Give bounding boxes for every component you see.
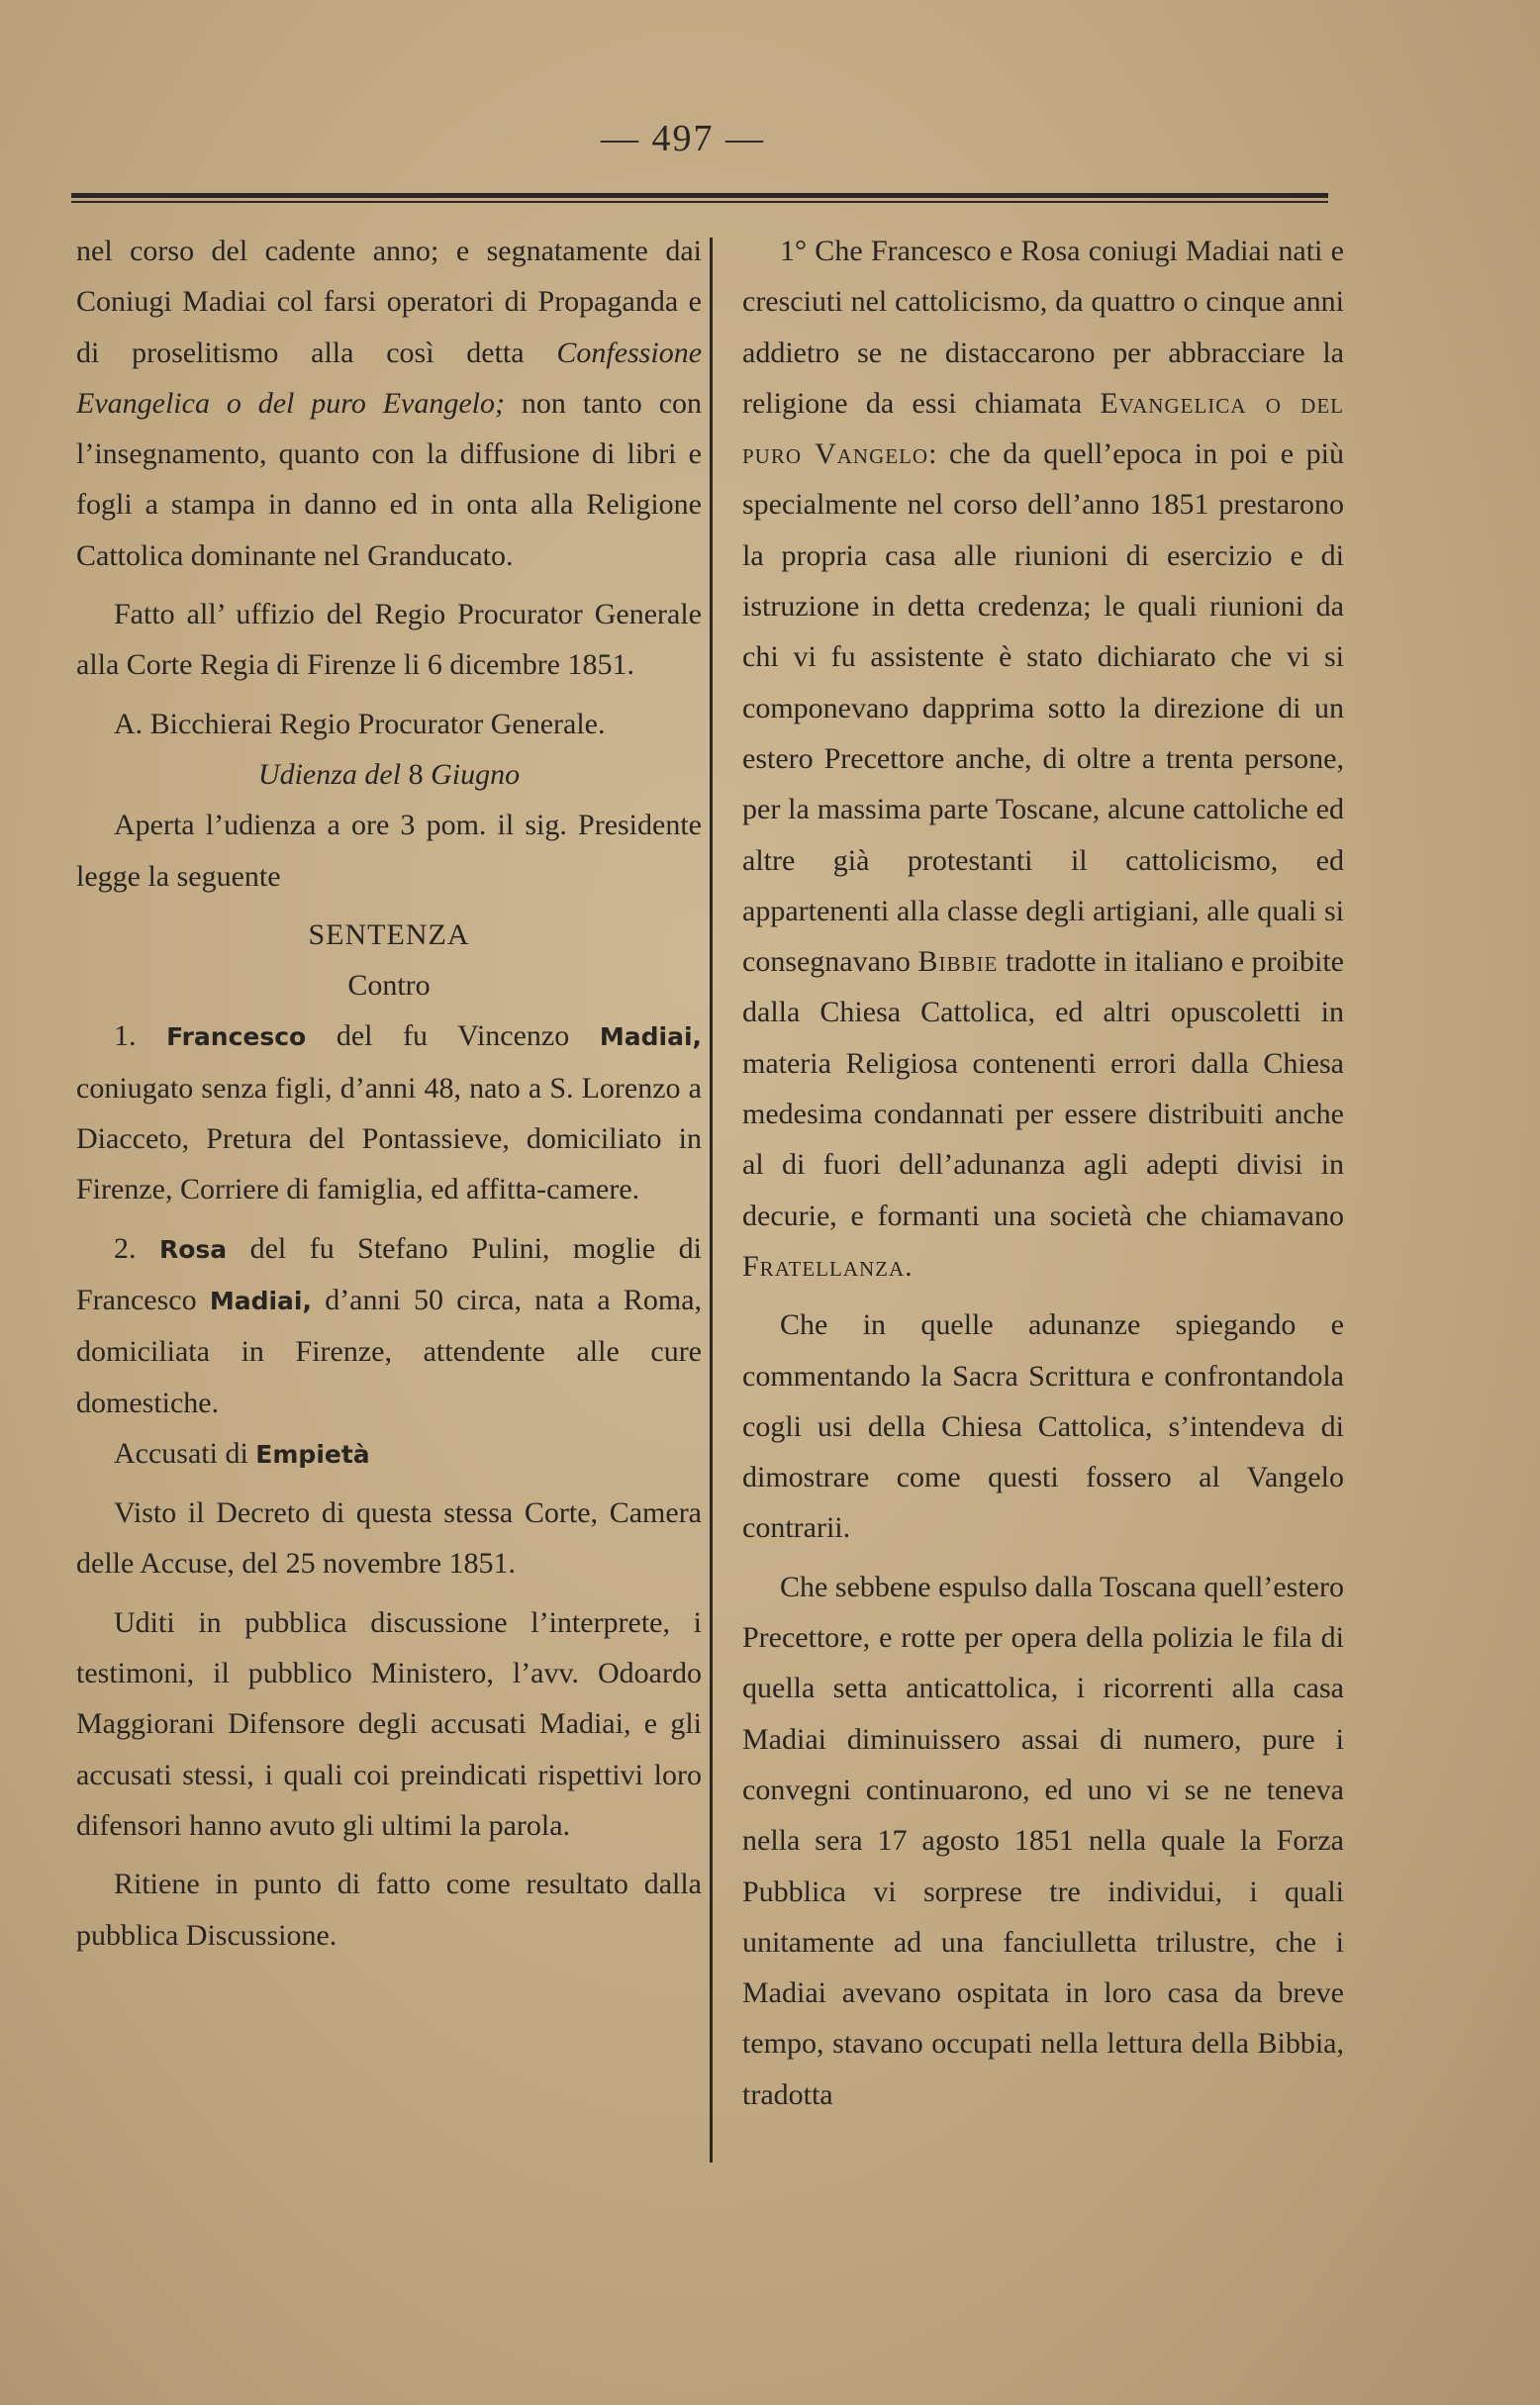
column-divider [710, 238, 713, 2163]
paragraph-continuation: nel corso del cadente anno; e segnatamente dai Coniugi Madiai col farsi operatori di Propaganda e di proselitismo alla così detta Confessione Evangelica o del puro Evangelo; non tanto con l’insegnamento, quanto con la diffusione di libri e fogli a stampa in danno ed in onta alla Religione Cattolica dominante nel Granducato. [76, 235, 703, 572]
contro-heading: Contro [347, 969, 431, 1003]
paragraph-visto: Visto il Decreto di questa stessa Corte, Camera delle Accuse, del 25 novembre 1851. [76, 1496, 702, 1581]
paragraph-uditi: Uditi in pubblica discussione l’interprete, i testimoni, il pubblico Ministero, l’avv. Odoardo Maggiorani Difensore degli accusati Madiai, e gli accusati stessi, i quali coi preindicati rispettivi loro difensori hanno avuto gli ultimi la parola. [76, 1605, 702, 1842]
header-rule-thin [71, 201, 1328, 203]
sentenza-heading: SENTENZA [308, 917, 470, 951]
left-column [76, 226, 702, 1961]
accusation-line: Accusati di Empietà [114, 1436, 370, 1470]
udienza-heading: Udienza del 8 Giugno [257, 757, 521, 791]
paragraph-signature: A. Bicchierai Regio Procurator Generale. [114, 707, 606, 740]
paragraph-first-fact: 1° Che Francesco e Rosa coniugi Madiai nati e cresciuti nel cattolicismo, da quattro o cinque anni addietro se ne distaccarono per abbracciare la religione da essi chiamata Evangelica o del puro Vangelo: che da quell’epoca in poi e più specialmente nel corso dell’anno 1851 prestarono la propria casa alle riunioni di esercizio e di istruzione in detta credenza; le quali riunioni da chi vi fu assistente è stato dichiarato che vi si componevano dapprima sotto la direzione di un estero Precettore anche, di oltre a trenta persone, per la massima parte Toscane, alcune cattoliche ed altre già protestanti il cattolicismo, ed appartenenti alla classe degli artigiani, alle quali si consegnavano Bibbie tradotte in italiano e proibite dalla Chiesa Cattolica, ed altri opuscoletti in materia Religiosa contenenti errori dalla Chiesa medesima condannati per essere distribuiti anche al di fuori dell’adunanza agli adepti divisi in decurie, e formanti una società che chiamavano Fratellanza. [742, 235, 1344, 1283]
paragraph-sebbene: Che sebbene espulso dalla Toscana quell’estero Precettore, e rotte per opera della polizia le fila di quella setta anticattolica, i ricorrenti alla casa Madiai diminuissero assai di numero, pure i convegni continuarono, ed uno vi se ne teneva nella sera 17 agosto 1851 nella quale la Forza Pubblica vi sorprese tre individui, i quali unitamente ad una fanciulletta trilustre, che i Madiai avevano ospitata in loro casa da breve tempo, stavano occupati nella lettura della Bibbia, tradotta [742, 1570, 1344, 2111]
paragraph-fatto: Fatto all’ uffizio del Regio Procurator Generale alla Corte Regia di Firenze li 6 dicembre 1851. [76, 598, 702, 682]
header-rule [71, 193, 1328, 198]
paragraph-aperta: Aperta l’udienza a ore 3 pom. il sig. Presidente legge la seguente [76, 809, 702, 893]
page-number: — 497 — [601, 118, 765, 159]
accused-entry-2: 2. Rosa del fu Stefano Pulini, moglie di Francesco Madiai, d’anni 50 circa, nata a Roma, domiciliata in Firenze, attendente alle cure domestiche. [76, 1231, 703, 1419]
paragraph-adunanze: Che in quelle adunanze spiegando e commentando la Sacra Scrittura e confrontandola cogli usi della Chiesa Cattolica, s’intendeva di dimostrare come questi fossero al Vangelo contrarii. [742, 1308, 1344, 1545]
accused-entry-1: 1. Francesco del fu Vincenzo Madiai, coniugato senza figli, d’anni 48, nato a S. Lorenzo a Diacceto, Pretura del Pontassieve, domiciliato in Firenze, Corriere di famiglia, ed affitta-camere. [76, 1019, 703, 1206]
right-column [742, 226, 1344, 2120]
paragraph-ritiene: Ritiene in punto di fatto come resultato dalla pubblica Discussione. [76, 1868, 702, 1952]
